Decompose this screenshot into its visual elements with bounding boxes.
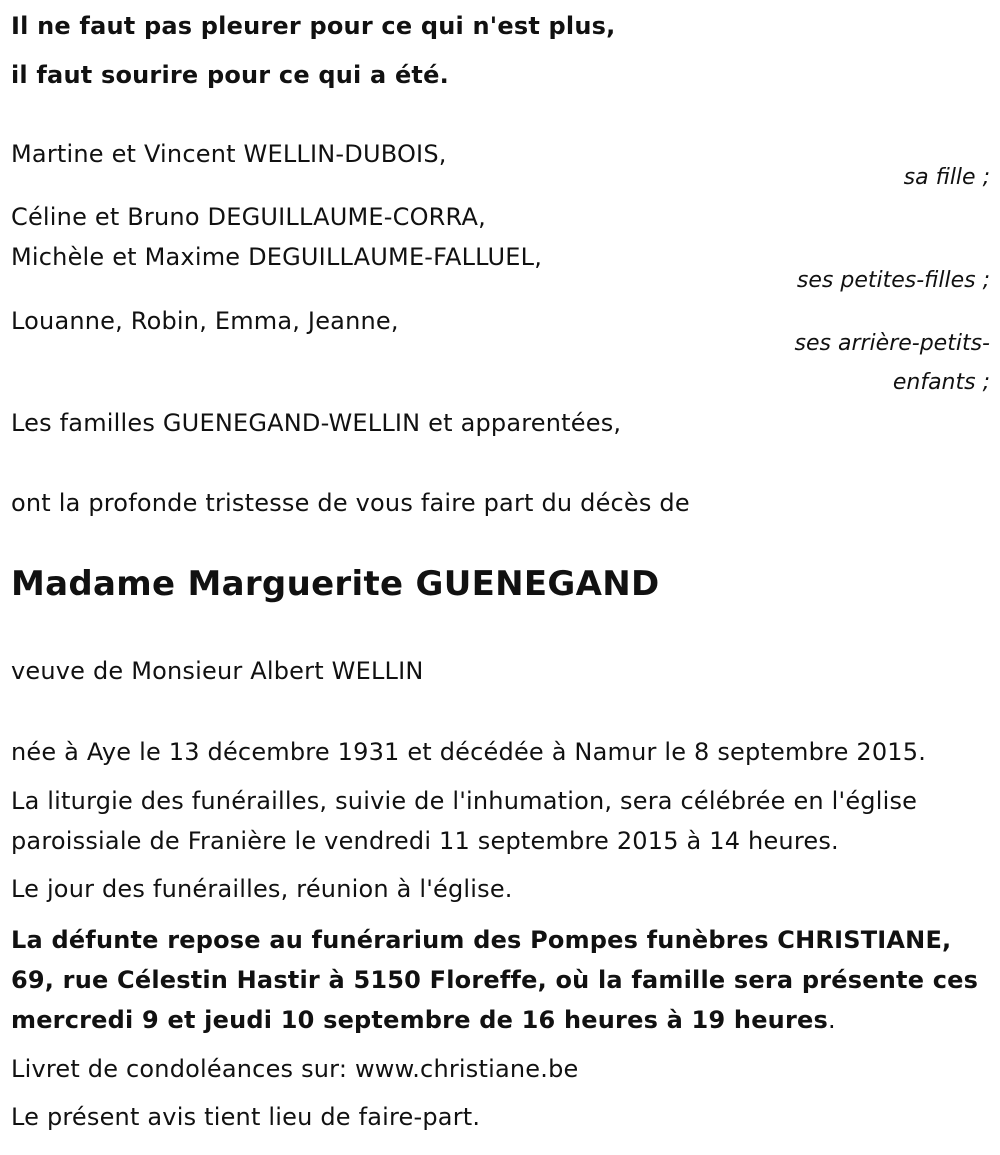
funerarium-line-1: La défunte repose au funérarium des Pompes funèbres CHRISTIANE, <box>11 926 952 954</box>
quote-line-2: il faut sourire pour ce qui a été. <box>11 61 449 89</box>
family-name-line: Céline et Bruno DEGUILLAUME-CORRA, <box>11 203 486 231</box>
family-name-line: Martine et Vincent WELLIN-DUBOIS, <box>11 140 447 168</box>
family-role: enfants ; <box>892 370 990 395</box>
deceased-name: Madame Marguerite GUENEGAND <box>11 564 660 604</box>
birth-death-text: née à Aye le 13 décembre 1931 et décédée à Namur le 8 septembre 2015. <box>11 738 927 766</box>
liturgy-line-1: La liturgie des funérailles, suivie de l'inhumation, sera célébrée en l'église <box>11 787 918 815</box>
family-role: ses petites-filles ; <box>796 268 990 293</box>
condolences-text: Livret de condoléances sur: www.christiane.be <box>11 1055 579 1083</box>
family-name-line: Louanne, Robin, Emma, Jeanne, <box>11 307 399 335</box>
family-name-line: Michèle et Maxime DEGUILLAUME-FALLUEL, <box>11 243 543 271</box>
family-role: sa fille ; <box>903 165 990 190</box>
gathering-text: Le jour des funérailles, réunion à l'église. <box>11 875 513 903</box>
liturgy-line-2: paroissiale de Franière le vendredi 11 septembre 2015 à 14 heures. <box>11 827 839 855</box>
family-name-line: Les familles GUENEGAND-WELLIN et apparentées, <box>11 409 622 437</box>
family-role: ses arrière-petits- <box>794 331 990 356</box>
widow-of-text: veuve de Monsieur Albert WELLIN <box>11 657 424 685</box>
announcement-text: ont la profonde tristesse de vous faire part du décès de <box>11 489 690 517</box>
quote-line-1: Il ne faut pas pleurer pour ce qui n'est plus, <box>11 12 616 40</box>
notice-text: Le présent avis tient lieu de faire-part. <box>11 1103 481 1131</box>
funerarium-hours: mercredi 9 et jeudi 10 septembre de 16 heures à 19 heures <box>11 1006 828 1034</box>
funerarium-line-3 <box>11 1004 836 1036</box>
funerarium-period: . <box>827 1006 836 1034</box>
funerarium-line-2: 69, rue Célestin Hastir à 5150 Floreffe, où la famille sera présente ces <box>11 966 979 994</box>
